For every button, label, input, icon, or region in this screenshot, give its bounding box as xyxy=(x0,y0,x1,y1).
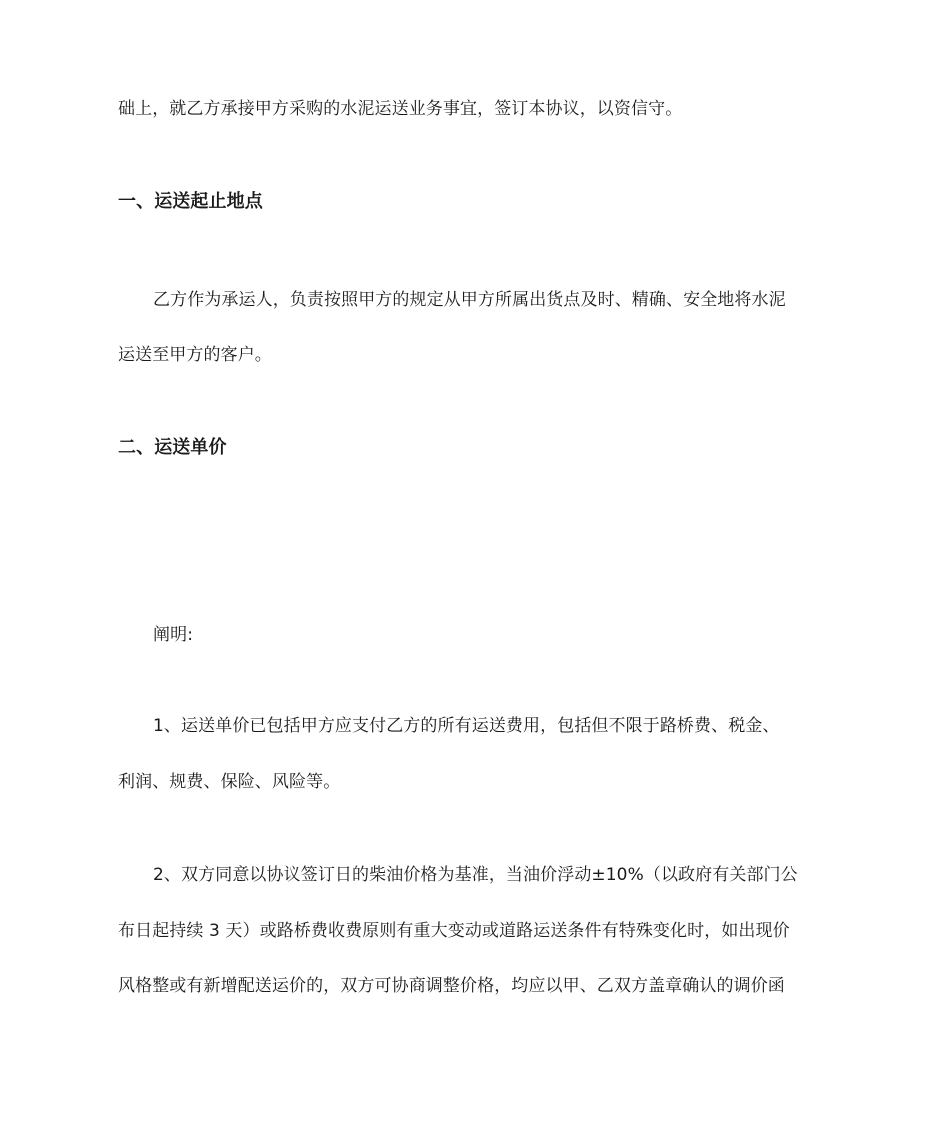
section-1-heading: 一、运送起止地点 xyxy=(118,191,263,212)
intro-text-line: 础上，就乙方承接甲方采购的水泥运送业务事宜，签订本协议，以资信守。 xyxy=(118,99,683,119)
item-2-line-1: 2、双方同意以协议签订日的柴油价格为基准，当油价浮动±10%（以政府有关部门公 xyxy=(153,865,798,885)
item-2-line-3: 风格整或有新增配送运价的，双方可协商调整价格，均应以甲、乙双方盖章确认的调价函 xyxy=(118,976,785,996)
item-1-line-1: 1、运送单价已包括甲方应支付乙方的所有运送费用，包括但不限于路桥费、税金、 xyxy=(153,716,780,736)
item-1-line-2: 利润、规费、保险、风险等。 xyxy=(118,772,341,792)
note-label: 阐明: xyxy=(153,625,194,645)
item-2-line-2: 布日起持续 3 天）或路桥费收费原则有重大变动或道路运送条件有特殊变化时，如出现价 xyxy=(118,921,790,941)
section-1-paragraph-line-1: 乙方作为承运人，负责按照甲方的规定从甲方所属出货点及时、精确、安全地将水泥 xyxy=(153,290,786,310)
section-1-paragraph-line-2: 运送至甲方的客户。 xyxy=(118,345,272,365)
section-2-heading: 二、运送单价 xyxy=(118,437,227,458)
